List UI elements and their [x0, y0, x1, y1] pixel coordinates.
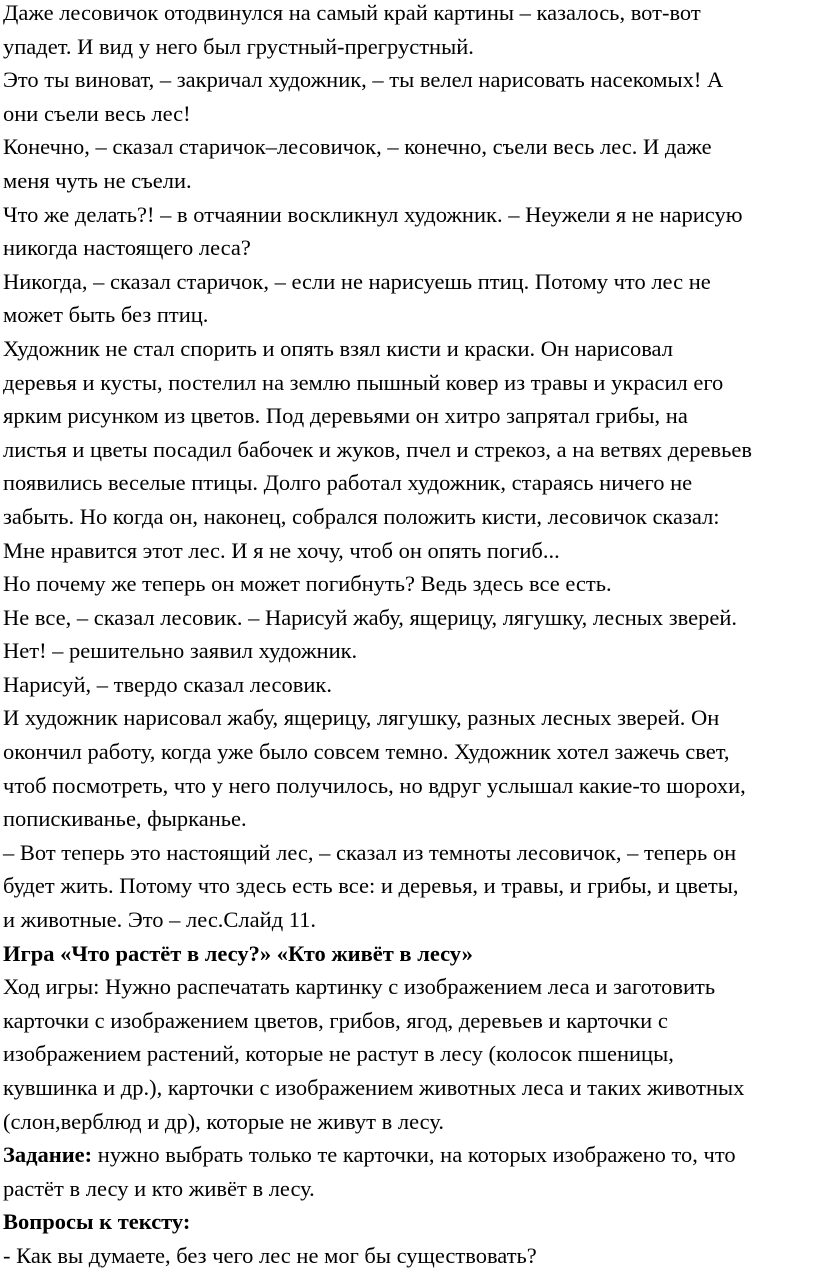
text-line: деревья и кусты, постелил на землю пышный ковер из травы и украсил его [3, 369, 724, 395]
text-line: растёт в лесу и кто живёт в лесу. [3, 1175, 315, 1201]
text-line: Конечно, – сказал старичок–лесовичок, – конечно, съели весь лес. И даже [3, 134, 712, 160]
text-line: изображением растений, которые не растут в лесу (колосок пшеницы, [3, 1041, 674, 1067]
text-line: – Вот теперь это настоящий лес, – сказал из темноты лесовичок, – теперь он [3, 839, 737, 865]
text-line: появились веселые птицы. Долго работал художник, стараясь ничего не [3, 470, 693, 496]
text-line: упадет. И вид у него был грустный-прегрустный. [3, 33, 474, 59]
text-line: карточки с изображением цветов, грибов, ягод, деревьев и карточки с [3, 1007, 668, 1033]
text-line: Ход игры: Нужно распечатать картинку с изображением леса и заготовить [3, 974, 716, 1000]
task-text: нужно выбрать только те карточки, на которых изображено то, что [92, 1142, 736, 1168]
game-description [3, 970, 816, 1138]
text-line: попискиванье, фырканье. [3, 806, 247, 832]
text-line: Никогда, – сказал старичок, – если не нарисуешь птиц. Потому что лес не [3, 268, 711, 294]
task-label: Задание: [3, 1142, 93, 1168]
text-line: окончил работу, когда уже было совсем темно. Художник хотел зажечь свет, [3, 739, 730, 765]
text-line: Не все, – сказал лесовик. – Нарисуй жабу, ящерицу, лягушку, лесных зверей. [3, 604, 737, 630]
text-line: ярким рисунком из цветов. Под деревьями он хитро запрятал грибы, на [3, 403, 688, 429]
question-item: - Как вы думаете, без чего лес не мог бы существовать? [3, 1242, 537, 1268]
text-line: Нет! – решительно заявил художник. [3, 638, 358, 664]
text-line: никогда настоящего леса? [3, 235, 251, 261]
text-line: кувшинка и др.), карточки с изображением животных леса и таких животных [3, 1075, 745, 1100]
text-line: Но почему же теперь он может погибнуть? Ведь здесь все есть. [3, 571, 612, 597]
text-line: может быть без птиц. [3, 302, 209, 328]
story-text [3, 0, 816, 937]
game-heading: Игра «Что растёт в лесу?» «Кто живёт в лесу» [3, 940, 473, 966]
text-line: Нарисуй, – твердо сказал лесовик. [3, 671, 332, 697]
text-line: Мне нравится этот лес. И я не хочу, чтоб он опять погиб... [3, 537, 560, 563]
text-line: листья и цветы посадил бабочек и жуков, пчел и стрекоз, а на ветвях деревьев [3, 436, 752, 462]
questions-heading: Вопросы к тексту: [3, 1209, 191, 1235]
text-line: И художник нарисовал жабу, ящерицу, лягушку, разных лесных зверей. Он [3, 705, 720, 731]
text-line: и животные. Это – лес.Слайд 11. [3, 907, 317, 933]
task-block [3, 1138, 816, 1205]
text-line: Что же делать?! – в отчаянии воскликнул художник. – Неужели я не нарисую [3, 201, 743, 227]
text-line: меня чуть не съели. [3, 167, 192, 193]
text-line: чтоб посмотреть, что у него получилось, но вдруг услышал какие-то шорохи, [3, 772, 746, 798]
text-line: Даже лесовичок отодвинулся на самый край картины – казалось, вот-вот [3, 0, 701, 25]
text-line: они съели весь лес! [3, 100, 191, 126]
text-line: Художник не стал спорить и опять взял кисти и краски. Он нарисовал [3, 335, 673, 361]
text-line: будет жить. Потому что здесь есть все: и деревья, и травы, и грибы, и цветы, [3, 873, 739, 899]
text-line: (слон,верблюд и др), которые не живут в лесу. [3, 1108, 444, 1134]
text-line: Это ты виноват, – закричал художник, – ты велел нарисовать насекомых! А [3, 67, 724, 93]
task-line [3, 1138, 816, 1172]
text-line: забыть. Но когда он, наконец, собрался положить кисти, лесовичок сказал: [3, 503, 720, 529]
